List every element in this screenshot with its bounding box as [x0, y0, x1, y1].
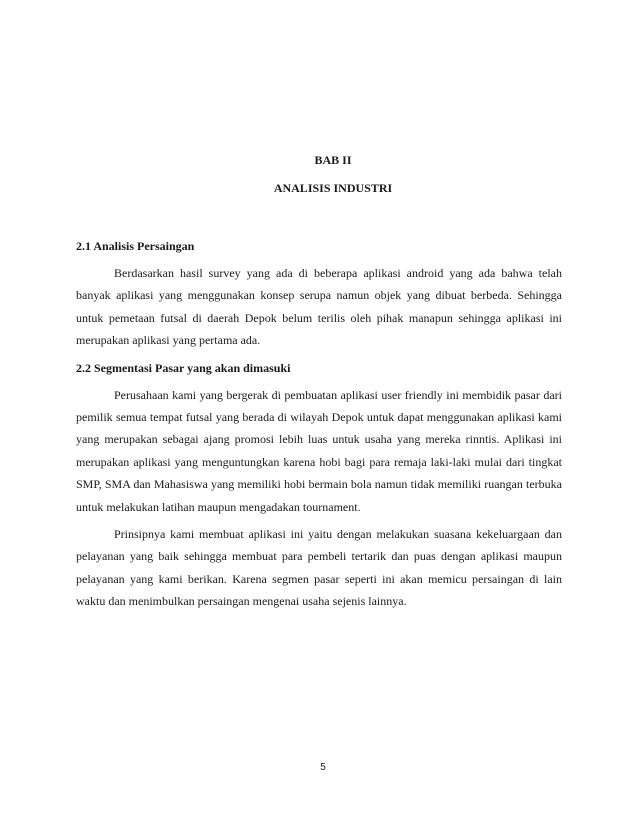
paragraph-segmentasi-pasar-2: Prinsipnya kami membuat aplikasi ini yaitu dengan melakukan suasana kekeluargaan dan pelayanan yang baik sehingga membuat para pembeli tertarik dan puas dengan aplikasi maupun pelayanan yang kami berikan. Karena segmen pasar seperti ini akan memicu persaingan di lain waktu dan menimbulkan persaingan mengenai usaha sejenis lainnya.	[76, 527, 562, 609]
chapter-number: BAB II	[314, 153, 352, 167]
section-heading-analisis-persaingan: 2.1 Analisis Persaingan	[76, 239, 195, 253]
document-body	[76, 238, 562, 613]
page-number: 5	[320, 762, 326, 773]
paragraph-analisis-persaingan: Berdasarkan hasil survey yang ada di beberapa aplikasi android yang ada bahwa telah banyak aplikasi yang menggunakan konsep serupa namun objek yang dibuat berbeda. Sehingga untuk pemetaan futsal di daerah Depok belum terilis oleh pihak manapun sehingga aplikasi ini merupakan aplikasi yang pertama ada.	[76, 266, 562, 348]
chapter-title: ANALISIS INDUSTRI	[273, 181, 393, 195]
section-heading-segmentasi-pasar: 2.2 Segmentasi Pasar yang akan dimasuki	[76, 360, 291, 375]
paragraph-segmentasi-pasar-1: Perusahaan kami yang bergerak di pembuatan aplikasi user friendly ini membidik pasar dari pemilik semua tempat futsal yang berada di wilayah Depok untuk dapat menggunakan aplikasi kami yang merupakan sebagai ajang promosi lebih luas untuk usaha yang mereka rinntis. Aplikasi ini merupakan aplikasi yang menguntungkan karena hobi bagi para remaja laki-laki mulai dari tingkat SMP, SMA dan Mahasiswa yang memiliki hobi bermain bola namun tidak memiliki ruangan terbuka untuk melakukan latihan maupun mengadakan tournament.	[76, 387, 562, 514]
